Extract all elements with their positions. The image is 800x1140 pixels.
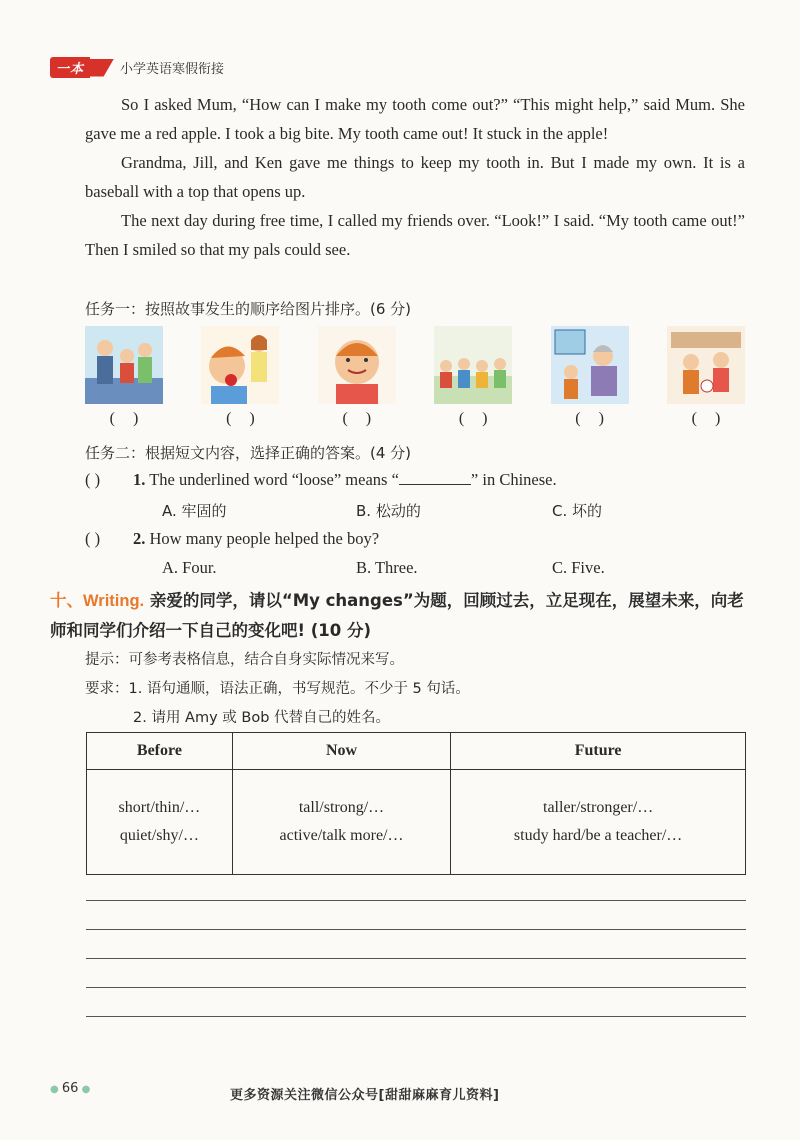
question-1-answer[interactable]: ( ) — [85, 470, 101, 489]
answer-brackets — [85, 410, 745, 428]
picture-row — [85, 326, 745, 404]
picture-4-answer[interactable]: ( ) — [458, 410, 488, 427]
cell-future-line-2: study hard/be a teacher/… — [513, 827, 683, 844]
writing-line[interactable] — [86, 987, 746, 988]
option-1a[interactable]: A. 牢固的 — [162, 502, 227, 520]
picture-apple-mum — [201, 326, 279, 404]
page-header — [50, 57, 224, 78]
picture-baseball-box — [667, 326, 745, 404]
cell-now-line-2: active/talk more/… — [279, 827, 404, 844]
story-paragraph-1: So I asked Mum, “How can I make my tooth come out?” “This might help,” said Mum. She gave me a red apple. I took a big bite. My tooth came out! It stuck in the apple! — [85, 95, 745, 143]
cell-now — [232, 770, 450, 875]
writing-hint: 提示：可参考表格信息，结合自身实际情况来写。 — [85, 652, 404, 668]
writing-prompt: 亲爱的同学，请以“My changes”为题，回顾过去，立足现在，展望未来，向老师和同学们介绍一下自己的变化吧! (10 分) — [50, 591, 744, 640]
writing-requirement-1: 要求：1. 语句通顺，语法正确，书写规范。不少于 5 句话。 — [85, 681, 470, 697]
header-before: Before — [87, 733, 233, 770]
question-1-text: The underlined word “loose” means “ — [149, 470, 399, 489]
picture-1-answer[interactable]: ( ) — [109, 410, 139, 427]
brand-tail — [88, 59, 114, 77]
question-2-answer[interactable]: ( ) — [85, 529, 101, 548]
question-2-text: How many people helped the boy? — [149, 529, 380, 548]
writing-line[interactable] — [86, 929, 746, 930]
section-number: 十、 — [50, 591, 83, 610]
story-text — [85, 90, 745, 264]
task1-title: 任务一：按照故事发生的顺序给图片排序。(6 分) — [85, 300, 412, 318]
picture-6-answer[interactable]: ( ) — [691, 410, 721, 427]
writing-line[interactable] — [86, 1016, 746, 1017]
dot-icon: ● — [78, 1084, 91, 1095]
cell-before-line-1: short/thin/… — [118, 799, 201, 816]
task2-title: 任务二：根据短文内容，选择正确的答案。(4 分) — [85, 444, 412, 462]
writing-line[interactable] — [86, 958, 746, 959]
dot-icon: ● — [50, 1084, 62, 1095]
cell-future-line-1: taller/stronger/… — [543, 799, 654, 816]
section-label: Writing. — [83, 592, 145, 610]
writing-lines[interactable] — [86, 900, 746, 1045]
question-1-number: 1. — [133, 470, 146, 489]
option-2b[interactable]: B. Three. — [356, 558, 418, 577]
picture-boy-tooth — [318, 326, 396, 404]
picture-2-answer[interactable]: ( ) — [226, 410, 255, 427]
book-title: 小学英语寒假衔接 — [120, 62, 225, 77]
changes-table — [86, 732, 746, 875]
option-2c[interactable]: C. Five. — [552, 558, 605, 577]
picture-5-answer[interactable]: ( ) — [575, 410, 604, 427]
question-1-blank[interactable] — [399, 472, 471, 485]
brand-logo: 一本 — [50, 57, 90, 78]
picture-friends — [434, 326, 512, 404]
cell-before — [87, 770, 233, 875]
page-number — [50, 1081, 90, 1096]
writing-requirement-2: 2. 请用 Amy 或 Bob 代替自己的姓名。 — [133, 710, 391, 726]
question-2-number: 2. — [133, 529, 146, 548]
header-future: Future — [451, 733, 746, 770]
story-paragraph-3: The next day during free time, I called my friends over. “Look!” I said. “My tooth came out!” Then I smiled so that my pals could see. — [85, 211, 745, 259]
question-2 — [85, 529, 745, 549]
question-1-text-end: ” in Chinese. — [470, 470, 557, 489]
cell-now-line-1: tall/strong/… — [298, 799, 385, 816]
option-2a[interactable]: A. Four. — [162, 558, 217, 577]
story-paragraph-2: Grandma, Jill, and Ken gave me things to keep my tooth in. But I made my own. It is a baseball with a top that opens up. — [85, 153, 745, 201]
option-1c[interactable]: C. 坏的 — [552, 502, 603, 520]
cell-future — [451, 770, 746, 875]
header-now: Now — [232, 733, 450, 770]
picture-3-answer[interactable]: ( ) — [342, 410, 372, 427]
page-number-text: 66 — [61, 1081, 79, 1096]
question-1 — [85, 470, 745, 490]
writing-section-title — [50, 586, 750, 646]
picture-family — [85, 326, 163, 404]
footer-note: 更多资源关注微信公众号[甜甜麻麻育儿资料] — [230, 1088, 500, 1103]
picture-grandma — [551, 326, 629, 404]
option-1b[interactable]: B. 松动的 — [356, 502, 421, 520]
writing-line[interactable] — [86, 900, 746, 901]
cell-before-line-2: quiet/shy/… — [119, 827, 199, 844]
